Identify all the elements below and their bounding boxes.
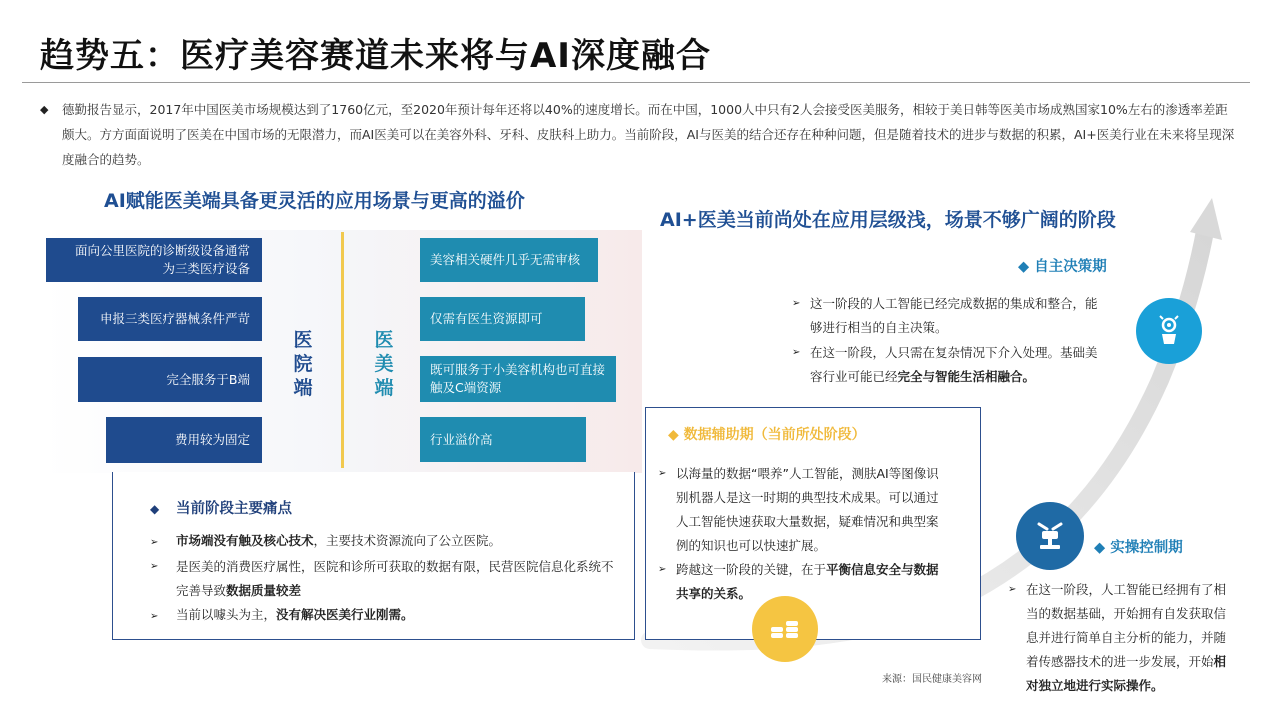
stage-data-item: ➢ 以海量的数据“喂养”人工智能，测肤AI等图像识别机器人是这一时期的典型技术成果。可以通过人工智能快速获取大量数据，疑难情况和典型案例的知识也可以快速扩展。 (658, 462, 948, 558)
beauty-item: 既可服务于小美容机构也可直接触及C端资源 (420, 356, 616, 402)
page-title: 趋势五：医疗美容赛道未来将与AI深度融合 (40, 36, 711, 76)
title-divider (22, 82, 1250, 83)
arrow-bullet-icon: ➢ (150, 611, 159, 622)
hospital-item: 费用较为固定 (106, 417, 262, 463)
stage-control-item: ➢ 在这一阶段，人工智能已经拥有了相当的数据基础，开始拥有自发获取信息并进行简单自主分析的能力，并随着传感器技术的进一步发展，开始相对独立地进行实际操作。 (1008, 578, 1234, 698)
hospital-item: 面向公里医院的诊断级设备通常为三类医疗设备 (46, 238, 262, 282)
coins-icon (752, 596, 818, 662)
beauty-item: 美容相关硬件几乎无需审核 (420, 238, 598, 282)
left-heading: AI赋能医美端具备更灵活的应用场景与更高的溢价 (104, 190, 525, 212)
arrow-bullet-icon: ➢ (658, 468, 667, 479)
stage-control-title: ◆ 实操控制期 (1094, 540, 1183, 556)
pain-points-title: ◆ 当前阶段主要痛点 (150, 501, 292, 517)
hospital-item: 完全服务于B端 (78, 357, 262, 402)
stage-data-title: ◆ 数据辅助期（当前所处阶段） (668, 427, 866, 443)
source-note: 来源：国民健康美容网 (882, 674, 982, 685)
intro-text: 德勤报告显示，2017年中国医美市场规模达到了1760亿元，至2020年预计每年还将以40%的速度增长。而在中国，1000人中只有2人会接受医美服务，相较于美日韩等医美市场成熟国家10%左右的渗透率差距颇大。方方面面说明了医美在中国市场的无限潜力，而AI医美可以在美容外科、牙科、皮肤科上助力。当前阶段，AI与医美的结合还存在种种问题，但是随着技术的进步与数据的积累，AI+医美行业在未来将呈现深度融合的趋势。 (62, 102, 1235, 167)
stage-auto-item: ➢ 这一阶段的人工智能已经完成数据的集成和整合，能够进行相当的自主决策。 (792, 292, 1100, 340)
center-divider (341, 232, 344, 468)
beauty-side-label: 医美端 (374, 329, 394, 399)
pain-point-item: ➢ 是医美的消费医疗属性，医院和诊所可获取的数据有限，民营医院信息化系统不完善导致数据质量较差 (150, 555, 620, 603)
pain-point-item: ➢ 当前以噱头为主，没有解决医美行业刚需。 (150, 603, 620, 629)
diamond-bullet-icon: ◆ (40, 103, 49, 116)
hospital-item: 申报三类医疗器械条件严苛 (78, 297, 262, 341)
arrow-bullet-icon: ➢ (792, 347, 801, 358)
arrow-bullet-icon: ➢ (792, 298, 801, 309)
beauty-item: 仅需有医生资源即可 (420, 297, 585, 341)
robot-icon (1136, 298, 1202, 364)
arrow-bullet-icon: ➢ (658, 564, 667, 575)
pain-point-item: ➢ 市场端没有触及核心技术，主要技术资源流向了公立医院。 (150, 529, 620, 555)
robot-arm-icon (1016, 502, 1084, 570)
stage-auto-title: ◆ 自主决策期 (1018, 259, 1107, 275)
stage-data-item: ➢ 跨越这一阶段的关键，在于平衡信息安全与数据共享的关系。 (658, 558, 948, 606)
arrow-bullet-icon: ➢ (1008, 584, 1017, 595)
hospital-side-label: 医院端 (293, 329, 313, 399)
intro-paragraph (40, 97, 1240, 172)
beauty-item: 行业溢价高 (420, 417, 586, 462)
arrow-bullet-icon: ➢ (150, 537, 159, 548)
diamond-bullet-icon: ◆ (150, 502, 160, 516)
stage-auto-item: ➢ 在这一阶段，人只需在复杂情况下介入处理。基础美容行业可能已经完全与智能生活相融合。 (792, 341, 1100, 389)
arrow-bullet-icon: ➢ (150, 561, 159, 572)
right-heading: AI+医美当前尚处在应用层级浅，场景不够广阔的阶段 (660, 209, 1116, 231)
